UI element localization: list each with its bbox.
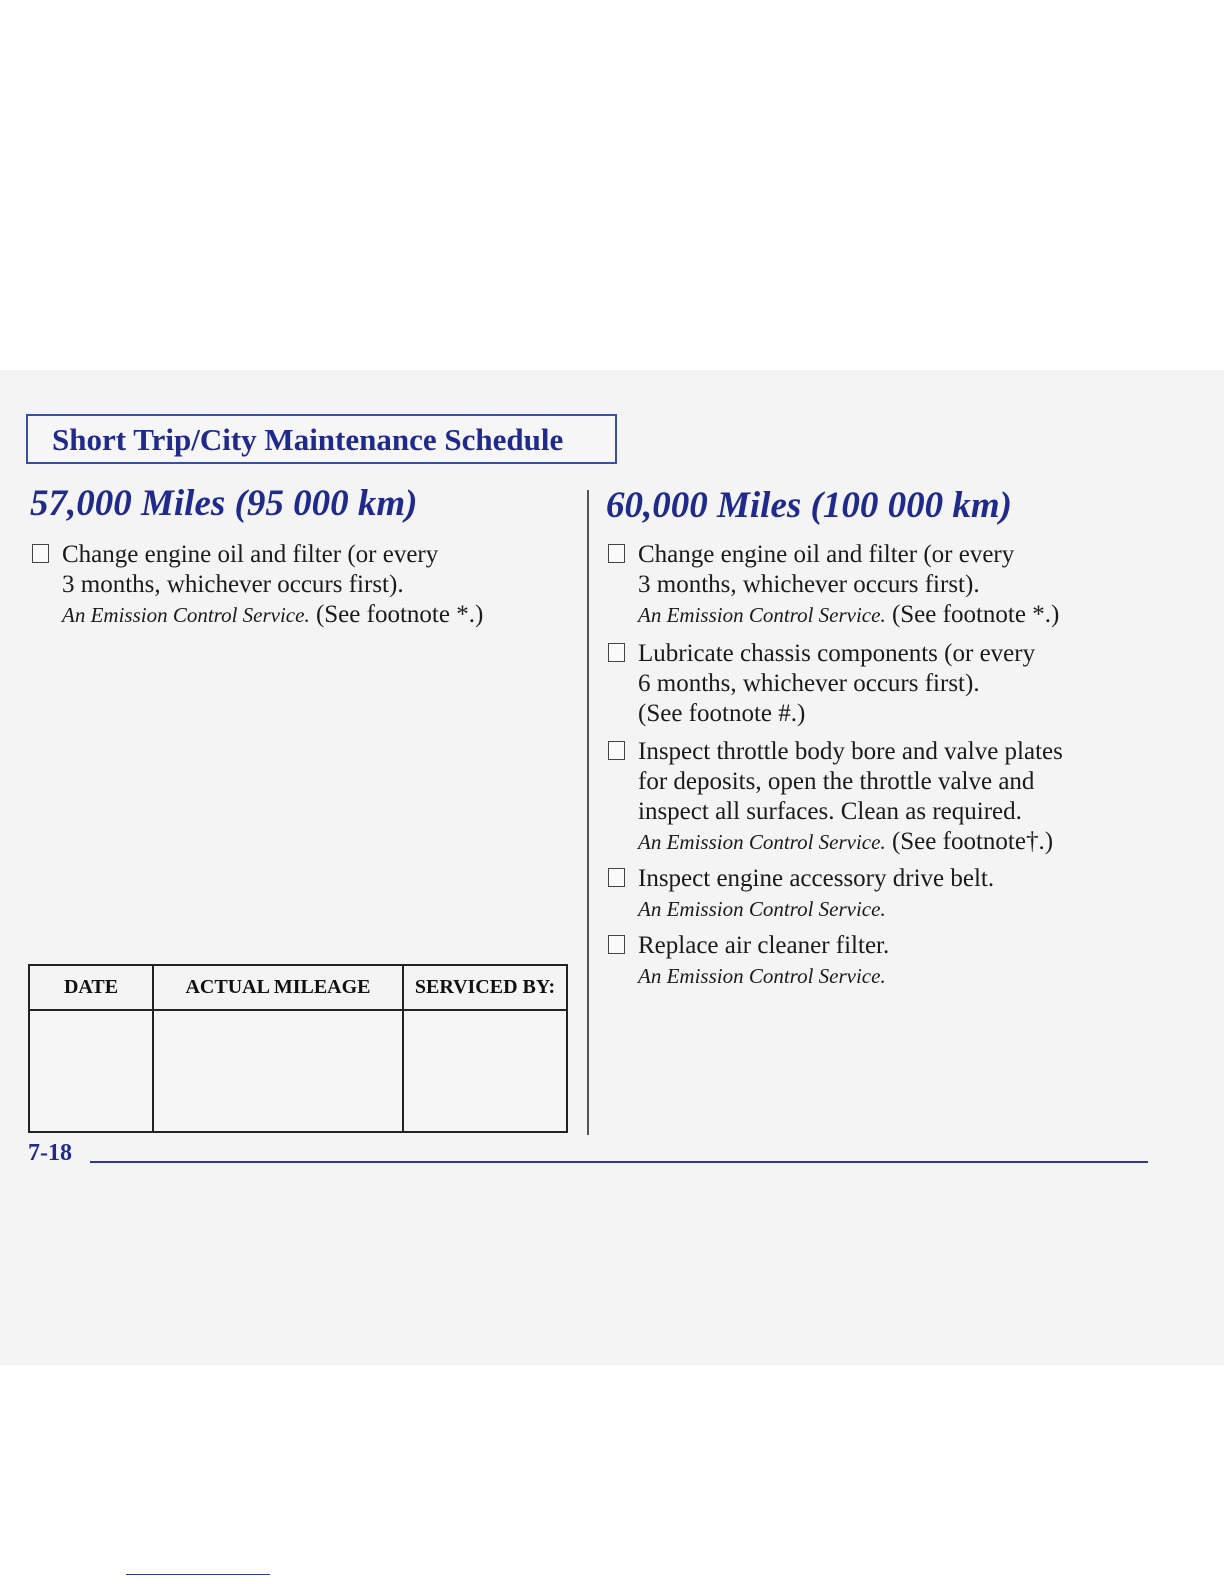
item-note	[638, 600, 1059, 630]
right-item-air-filter-checkbox[interactable]	[608, 935, 625, 954]
emission-note: An Emission Control Service.	[638, 897, 886, 921]
item-note	[638, 961, 889, 991]
left-mileage-heading: 57,000 Miles (95 000 km)	[30, 483, 418, 524]
schedule-title: Short Trip/City Maintenance Schedule	[52, 422, 564, 457]
table-row	[29, 1010, 567, 1132]
footnote-rule	[126, 1574, 270, 1575]
item-line: Inspect engine accessory drive belt.	[638, 865, 995, 892]
right-item-throttle-body-checkbox[interactable]	[608, 741, 625, 760]
right-mileage-heading: 60,000 Miles (100 000 km)	[606, 485, 1012, 526]
item-line: 3 months, whichever occurs first).	[638, 571, 980, 598]
item-line: Replace air cleaner filter.	[638, 932, 890, 959]
item-line: Lubricate chassis components (or every	[638, 640, 1036, 667]
item-line: (See footnote #.)	[638, 700, 806, 727]
serviced-by-cell[interactable]	[403, 1010, 567, 1132]
right-item-oil-change-checkbox[interactable]	[608, 544, 625, 563]
right-item-drive-belt-checkbox[interactable]	[608, 868, 625, 887]
emission-note: An Emission Control Service.	[62, 603, 310, 627]
item-note	[638, 827, 1063, 857]
item-line: Inspect throttle body bore and valve plates	[638, 738, 1063, 765]
schedule-title-box	[26, 414, 617, 464]
footnote-ref: (See footnote†.)	[885, 828, 1054, 855]
date-column-header: DATE	[29, 965, 153, 1010]
item-line: Change engine oil and filter (or every	[638, 541, 1015, 568]
serviced-by-column-header: SERVICED BY:	[403, 965, 567, 1010]
item-line: 6 months, whichever occurs first).	[638, 670, 980, 697]
left-item-oil-change-checkbox[interactable]	[32, 544, 49, 563]
mileage-cell[interactable]	[153, 1010, 403, 1132]
page-number: 7-18	[28, 1140, 72, 1166]
item-line: inspect all surfaces. Clean as required.	[638, 798, 1022, 825]
footnote-ref: (See footnote *.)	[885, 601, 1060, 628]
right-item-lubricate-chassis-checkbox[interactable]	[608, 643, 625, 662]
item-note	[638, 894, 994, 924]
emission-note: An Emission Control Service.	[638, 964, 886, 988]
service-record-table	[28, 964, 568, 1133]
date-cell[interactable]	[29, 1010, 153, 1132]
emission-note: An Emission Control Service.	[638, 830, 886, 854]
item-line: 3 months, whichever occurs first).	[62, 571, 404, 598]
item-line: Change engine oil and filter (or every	[62, 541, 439, 568]
table-header-row	[29, 965, 567, 1010]
column-divider	[587, 490, 589, 1135]
item-line: for deposits, open the throttle valve and	[638, 768, 1035, 795]
footnote-ref: (See footnote *.)	[309, 601, 484, 628]
emission-note: An Emission Control Service.	[638, 603, 886, 627]
footer-rule	[90, 1161, 1148, 1163]
mileage-column-header: ACTUAL MILEAGE	[153, 965, 403, 1010]
item-note	[62, 600, 483, 630]
